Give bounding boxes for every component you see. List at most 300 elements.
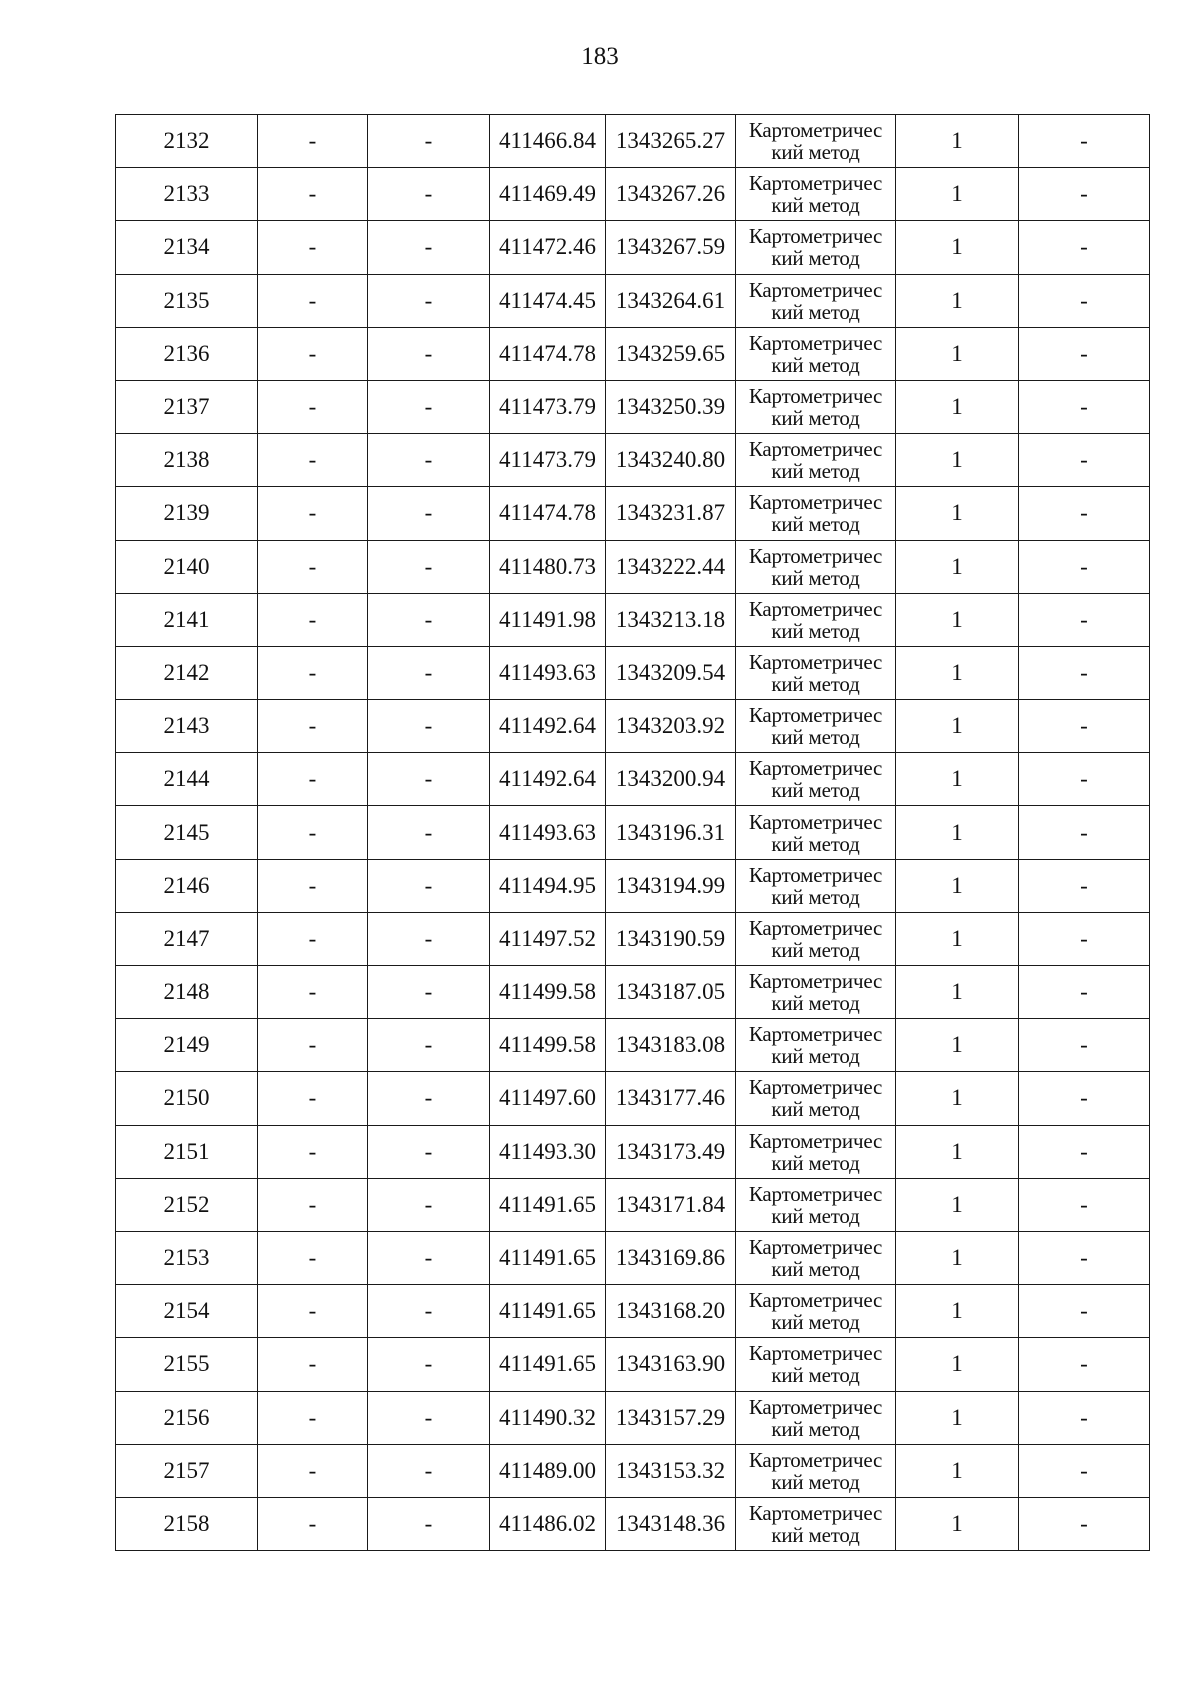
point-number-cell: 2142	[116, 646, 258, 699]
table-row	[116, 221, 1150, 274]
empty-cell-8: -	[1019, 1497, 1150, 1550]
empty-cell-8: -	[1019, 1178, 1150, 1231]
y-coordinate-cell: 1343157.29	[606, 1391, 736, 1444]
method-line-1: Картометричес	[748, 596, 883, 621]
y-coordinate-cell: 1343194.99	[606, 859, 736, 912]
empty-cell-3: -	[368, 753, 490, 806]
empty-cell-8: -	[1019, 912, 1150, 965]
empty-cell-2: -	[258, 859, 368, 912]
empty-cell-2: -	[258, 1497, 368, 1550]
method-line-1: Картометричес	[748, 1341, 883, 1366]
empty-cell-2: -	[258, 1125, 368, 1178]
method-line-2: кий метод	[771, 1310, 860, 1335]
table-row	[116, 700, 1150, 753]
point-number-cell: 2158	[116, 1497, 258, 1550]
x-coordinate-cell: 411491.98	[490, 593, 606, 646]
x-coordinate-cell: 411497.60	[490, 1072, 606, 1125]
method-line-2: кий метод	[771, 1363, 860, 1388]
y-coordinate-cell: 1343171.84	[606, 1178, 736, 1231]
method-cell	[736, 115, 896, 168]
empty-cell-3: -	[368, 1125, 490, 1178]
y-coordinate-cell: 1343265.27	[606, 115, 736, 168]
y-coordinate-cell: 1343173.49	[606, 1125, 736, 1178]
table-row	[116, 1338, 1150, 1391]
accuracy-cell: 1	[896, 912, 1019, 965]
empty-cell-2: -	[258, 327, 368, 380]
y-coordinate-cell: 1343264.61	[606, 274, 736, 327]
empty-cell-8: -	[1019, 806, 1150, 859]
accuracy-cell: 1	[896, 1019, 1019, 1072]
accuracy-cell: 1	[896, 221, 1019, 274]
table-row	[116, 912, 1150, 965]
method-line-2: кий метод	[771, 1150, 860, 1175]
empty-cell-2: -	[258, 966, 368, 1019]
table-row	[116, 753, 1150, 806]
empty-cell-2: -	[258, 1072, 368, 1125]
method-line-1: Картометричес	[748, 756, 883, 781]
x-coordinate-cell: 411472.46	[490, 221, 606, 274]
empty-cell-3: -	[368, 168, 490, 221]
y-coordinate-cell: 1343222.44	[606, 540, 736, 593]
point-number-cell: 2138	[116, 434, 258, 487]
x-coordinate-cell: 411493.63	[490, 646, 606, 699]
accuracy-cell: 1	[896, 966, 1019, 1019]
method-line-2: кий метод	[771, 459, 860, 484]
empty-cell-2: -	[258, 1391, 368, 1444]
y-coordinate-cell: 1343168.20	[606, 1285, 736, 1338]
empty-cell-2: -	[258, 115, 368, 168]
empty-cell-3: -	[368, 1444, 490, 1497]
empty-cell-3: -	[368, 646, 490, 699]
point-number-cell: 2152	[116, 1178, 258, 1231]
method-cell	[736, 1444, 896, 1497]
y-coordinate-cell: 1343148.36	[606, 1497, 736, 1550]
accuracy-cell: 1	[896, 540, 1019, 593]
empty-cell-2: -	[258, 168, 368, 221]
accuracy-cell: 1	[896, 115, 1019, 168]
method-cell	[736, 753, 896, 806]
empty-cell-8: -	[1019, 753, 1150, 806]
empty-cell-2: -	[258, 274, 368, 327]
method-line-2: кий метод	[771, 1469, 860, 1494]
point-number-cell: 2140	[116, 540, 258, 593]
method-cell	[736, 1338, 896, 1391]
empty-cell-3: -	[368, 274, 490, 327]
method-cell	[736, 1072, 896, 1125]
empty-cell-2: -	[258, 380, 368, 433]
empty-cell-8: -	[1019, 380, 1150, 433]
method-line-1: Картометричес	[748, 330, 883, 355]
accuracy-cell: 1	[896, 1178, 1019, 1231]
empty-cell-3: -	[368, 1391, 490, 1444]
method-line-2: кий метод	[771, 1097, 860, 1122]
empty-cell-2: -	[258, 806, 368, 859]
method-line-1: Картометричес	[748, 1235, 883, 1260]
y-coordinate-cell: 1343259.65	[606, 327, 736, 380]
method-line-2: кий метод	[771, 1416, 860, 1441]
method-line-2: кий метод	[771, 565, 860, 590]
y-coordinate-cell: 1343213.18	[606, 593, 736, 646]
table-row	[116, 327, 1150, 380]
method-line-2: кий метод	[771, 671, 860, 696]
point-number-cell: 2149	[116, 1019, 258, 1072]
empty-cell-8: -	[1019, 1391, 1150, 1444]
point-number-cell: 2151	[116, 1125, 258, 1178]
method-cell	[736, 380, 896, 433]
empty-cell-2: -	[258, 1444, 368, 1497]
point-number-cell: 2154	[116, 1285, 258, 1338]
method-line-2: кий метод	[771, 406, 860, 431]
x-coordinate-cell: 411469.49	[490, 168, 606, 221]
x-coordinate-cell: 411491.65	[490, 1178, 606, 1231]
accuracy-cell: 1	[896, 753, 1019, 806]
empty-cell-3: -	[368, 966, 490, 1019]
table-row	[116, 487, 1150, 540]
y-coordinate-cell: 1343267.26	[606, 168, 736, 221]
method-cell	[736, 912, 896, 965]
method-cell	[736, 1178, 896, 1231]
accuracy-cell: 1	[896, 593, 1019, 646]
accuracy-cell: 1	[896, 1391, 1019, 1444]
y-coordinate-cell: 1343169.86	[606, 1231, 736, 1284]
y-coordinate-cell: 1343190.59	[606, 912, 736, 965]
method-cell	[736, 168, 896, 221]
y-coordinate-cell: 1343183.08	[606, 1019, 736, 1072]
method-cell	[736, 1497, 896, 1550]
point-number-cell: 2155	[116, 1338, 258, 1391]
x-coordinate-cell: 411474.78	[490, 327, 606, 380]
x-coordinate-cell: 411473.79	[490, 434, 606, 487]
method-line-1: Картометричес	[748, 862, 883, 887]
table-body	[116, 115, 1150, 1551]
empty-cell-2: -	[258, 1178, 368, 1231]
x-coordinate-cell: 411490.32	[490, 1391, 606, 1444]
accuracy-cell: 1	[896, 859, 1019, 912]
method-line-1: Картометричес	[748, 1288, 883, 1313]
point-number-cell: 2141	[116, 593, 258, 646]
empty-cell-8: -	[1019, 168, 1150, 221]
method-line-2: кий метод	[771, 725, 860, 750]
empty-cell-3: -	[368, 1178, 490, 1231]
empty-cell-3: -	[368, 859, 490, 912]
point-number-cell: 2133	[116, 168, 258, 221]
empty-cell-8: -	[1019, 700, 1150, 753]
table-row	[116, 1125, 1150, 1178]
method-cell	[736, 327, 896, 380]
point-number-cell: 2136	[116, 327, 258, 380]
point-number-cell: 2135	[116, 274, 258, 327]
method-line-1: Картометричес	[748, 969, 883, 994]
empty-cell-3: -	[368, 115, 490, 168]
table-row	[116, 168, 1150, 221]
empty-cell-2: -	[258, 593, 368, 646]
empty-cell-2: -	[258, 646, 368, 699]
method-line-1: Картометричес	[748, 490, 883, 515]
method-line-1: Картометричес	[748, 1075, 883, 1100]
point-number-cell: 2137	[116, 380, 258, 433]
empty-cell-3: -	[368, 540, 490, 593]
y-coordinate-cell: 1343240.80	[606, 434, 736, 487]
table-row	[116, 540, 1150, 593]
empty-cell-3: -	[368, 593, 490, 646]
table-row	[116, 434, 1150, 487]
empty-cell-8: -	[1019, 1285, 1150, 1338]
table-row	[116, 380, 1150, 433]
empty-cell-2: -	[258, 1231, 368, 1284]
y-coordinate-cell: 1343267.59	[606, 221, 736, 274]
method-line-1: Картометричес	[748, 277, 883, 302]
x-coordinate-cell: 411491.65	[490, 1285, 606, 1338]
accuracy-cell: 1	[896, 1231, 1019, 1284]
accuracy-cell: 1	[896, 327, 1019, 380]
table-row	[116, 646, 1150, 699]
table-row	[116, 1497, 1150, 1550]
method-line-1: Картометричес	[748, 1447, 883, 1472]
accuracy-cell: 1	[896, 1338, 1019, 1391]
method-cell	[736, 434, 896, 487]
table-row	[116, 115, 1150, 168]
empty-cell-3: -	[368, 912, 490, 965]
x-coordinate-cell: 411473.79	[490, 380, 606, 433]
empty-cell-2: -	[258, 221, 368, 274]
empty-cell-3: -	[368, 1285, 490, 1338]
table-row	[116, 966, 1150, 1019]
method-line-1: Картометричес	[748, 1500, 883, 1525]
page-number: 183	[581, 43, 619, 70]
x-coordinate-cell: 411499.58	[490, 966, 606, 1019]
method-line-2: кий метод	[771, 512, 860, 537]
accuracy-cell: 1	[896, 700, 1019, 753]
empty-cell-3: -	[368, 487, 490, 540]
x-coordinate-cell: 411474.78	[490, 487, 606, 540]
y-coordinate-cell: 1343153.32	[606, 1444, 736, 1497]
point-number-cell: 2139	[116, 487, 258, 540]
empty-cell-8: -	[1019, 1338, 1150, 1391]
empty-cell-2: -	[258, 1019, 368, 1072]
table-row	[116, 1391, 1150, 1444]
method-cell	[736, 540, 896, 593]
table-row	[116, 593, 1150, 646]
table-row	[116, 274, 1150, 327]
method-line-1: Картометричес	[748, 1181, 883, 1206]
empty-cell-2: -	[258, 700, 368, 753]
table-row	[116, 1019, 1150, 1072]
method-line-1: Картометричес	[748, 543, 883, 568]
method-line-1: Картометричес	[748, 1128, 883, 1153]
empty-cell-3: -	[368, 1338, 490, 1391]
point-number-cell: 2153	[116, 1231, 258, 1284]
y-coordinate-cell: 1343203.92	[606, 700, 736, 753]
accuracy-cell: 1	[896, 1285, 1019, 1338]
point-number-cell: 2147	[116, 912, 258, 965]
method-line-2: кий метод	[771, 991, 860, 1016]
empty-cell-8: -	[1019, 1019, 1150, 1072]
y-coordinate-cell: 1343196.31	[606, 806, 736, 859]
method-line-2: кий метод	[771, 937, 860, 962]
method-line-1: Картометричес	[748, 915, 883, 940]
accuracy-cell: 1	[896, 487, 1019, 540]
empty-cell-8: -	[1019, 540, 1150, 593]
x-coordinate-cell: 411497.52	[490, 912, 606, 965]
empty-cell-3: -	[368, 1497, 490, 1550]
table-row	[116, 806, 1150, 859]
accuracy-cell: 1	[896, 1444, 1019, 1497]
method-line-1: Картометричес	[748, 703, 883, 728]
table-row	[116, 1178, 1150, 1231]
method-line-1: Картометричес	[748, 649, 883, 674]
method-line-2: кий метод	[771, 1257, 860, 1282]
empty-cell-8: -	[1019, 859, 1150, 912]
method-cell	[736, 1231, 896, 1284]
x-coordinate-cell: 411466.84	[490, 115, 606, 168]
x-coordinate-cell: 411491.65	[490, 1338, 606, 1391]
point-number-cell: 2134	[116, 221, 258, 274]
x-coordinate-cell: 411486.02	[490, 1497, 606, 1550]
method-line-2: кий метод	[771, 299, 860, 324]
table-row	[116, 859, 1150, 912]
point-number-cell: 2148	[116, 966, 258, 1019]
method-line-1: Картометричес	[748, 224, 883, 249]
x-coordinate-cell: 411494.95	[490, 859, 606, 912]
y-coordinate-cell: 1343250.39	[606, 380, 736, 433]
empty-cell-8: -	[1019, 434, 1150, 487]
method-line-2: кий метод	[771, 1044, 860, 1069]
empty-cell-8: -	[1019, 646, 1150, 699]
table-row	[116, 1231, 1150, 1284]
empty-cell-8: -	[1019, 1125, 1150, 1178]
empty-cell-3: -	[368, 380, 490, 433]
method-line-1: Картометричес	[748, 1022, 883, 1047]
method-line-1: Картометричес	[748, 1394, 883, 1419]
accuracy-cell: 1	[896, 1072, 1019, 1125]
y-coordinate-cell: 1343177.46	[606, 1072, 736, 1125]
method-cell	[736, 221, 896, 274]
method-line-2: кий метод	[771, 352, 860, 377]
empty-cell-2: -	[258, 487, 368, 540]
method-cell	[736, 1019, 896, 1072]
method-line-2: кий метод	[771, 1522, 860, 1547]
method-cell	[736, 487, 896, 540]
empty-cell-8: -	[1019, 221, 1150, 274]
method-line-1: Картометричес	[748, 809, 883, 834]
x-coordinate-cell: 411480.73	[490, 540, 606, 593]
point-number-cell: 2156	[116, 1391, 258, 1444]
coordinates-table	[115, 114, 1150, 1551]
x-coordinate-cell: 411474.45	[490, 274, 606, 327]
method-line-2: кий метод	[771, 246, 860, 271]
method-line-1: Картометричес	[748, 384, 883, 409]
y-coordinate-cell: 1343231.87	[606, 487, 736, 540]
empty-cell-8: -	[1019, 1444, 1150, 1497]
point-number-cell: 2146	[116, 859, 258, 912]
method-cell	[736, 1285, 896, 1338]
table-row	[116, 1444, 1150, 1497]
method-cell	[736, 646, 896, 699]
x-coordinate-cell: 411492.64	[490, 700, 606, 753]
accuracy-cell: 1	[896, 168, 1019, 221]
method-line-2: кий метод	[771, 140, 860, 165]
empty-cell-8: -	[1019, 274, 1150, 327]
point-number-cell: 2157	[116, 1444, 258, 1497]
method-cell	[736, 1125, 896, 1178]
empty-cell-2: -	[258, 753, 368, 806]
point-number-cell: 2144	[116, 753, 258, 806]
x-coordinate-cell: 411489.00	[490, 1444, 606, 1497]
method-cell	[736, 274, 896, 327]
empty-cell-3: -	[368, 1019, 490, 1072]
method-line-1: Картометричес	[748, 437, 883, 462]
method-line-1: Картометричес	[748, 118, 883, 143]
accuracy-cell: 1	[896, 646, 1019, 699]
method-cell	[736, 1391, 896, 1444]
table-row	[116, 1285, 1150, 1338]
y-coordinate-cell: 1343187.05	[606, 966, 736, 1019]
method-cell	[736, 700, 896, 753]
empty-cell-3: -	[368, 1231, 490, 1284]
empty-cell-8: -	[1019, 115, 1150, 168]
x-coordinate-cell: 411493.63	[490, 806, 606, 859]
method-line-2: кий метод	[771, 618, 860, 643]
empty-cell-8: -	[1019, 1072, 1150, 1125]
empty-cell-3: -	[368, 806, 490, 859]
accuracy-cell: 1	[896, 380, 1019, 433]
empty-cell-8: -	[1019, 327, 1150, 380]
empty-cell-2: -	[258, 1285, 368, 1338]
accuracy-cell: 1	[896, 434, 1019, 487]
point-number-cell: 2150	[116, 1072, 258, 1125]
point-number-cell: 2145	[116, 806, 258, 859]
empty-cell-3: -	[368, 327, 490, 380]
accuracy-cell: 1	[896, 274, 1019, 327]
table-row	[116, 1072, 1150, 1125]
method-cell	[736, 806, 896, 859]
accuracy-cell: 1	[896, 1497, 1019, 1550]
x-coordinate-cell: 411491.65	[490, 1231, 606, 1284]
empty-cell-8: -	[1019, 593, 1150, 646]
method-line-1: Картометричес	[748, 171, 883, 196]
x-coordinate-cell: 411492.64	[490, 753, 606, 806]
method-line-2: кий метод	[771, 193, 860, 218]
empty-cell-8: -	[1019, 966, 1150, 1019]
method-line-2: кий метод	[771, 778, 860, 803]
y-coordinate-cell: 1343209.54	[606, 646, 736, 699]
empty-cell-8: -	[1019, 487, 1150, 540]
x-coordinate-cell: 411499.58	[490, 1019, 606, 1072]
y-coordinate-cell: 1343163.90	[606, 1338, 736, 1391]
method-cell	[736, 966, 896, 1019]
empty-cell-2: -	[258, 1338, 368, 1391]
empty-cell-8: -	[1019, 1231, 1150, 1284]
method-line-2: кий метод	[771, 1203, 860, 1228]
empty-cell-3: -	[368, 1072, 490, 1125]
point-number-cell: 2143	[116, 700, 258, 753]
accuracy-cell: 1	[896, 1125, 1019, 1178]
method-cell	[736, 593, 896, 646]
method-line-2: кий метод	[771, 831, 860, 856]
empty-cell-2: -	[258, 540, 368, 593]
accuracy-cell: 1	[896, 806, 1019, 859]
point-number-cell: 2132	[116, 115, 258, 168]
empty-cell-2: -	[258, 434, 368, 487]
empty-cell-3: -	[368, 434, 490, 487]
empty-cell-2: -	[258, 912, 368, 965]
method-line-2: кий метод	[771, 884, 860, 909]
y-coordinate-cell: 1343200.94	[606, 753, 736, 806]
empty-cell-3: -	[368, 700, 490, 753]
x-coordinate-cell: 411493.30	[490, 1125, 606, 1178]
method-cell	[736, 859, 896, 912]
empty-cell-3: -	[368, 221, 490, 274]
